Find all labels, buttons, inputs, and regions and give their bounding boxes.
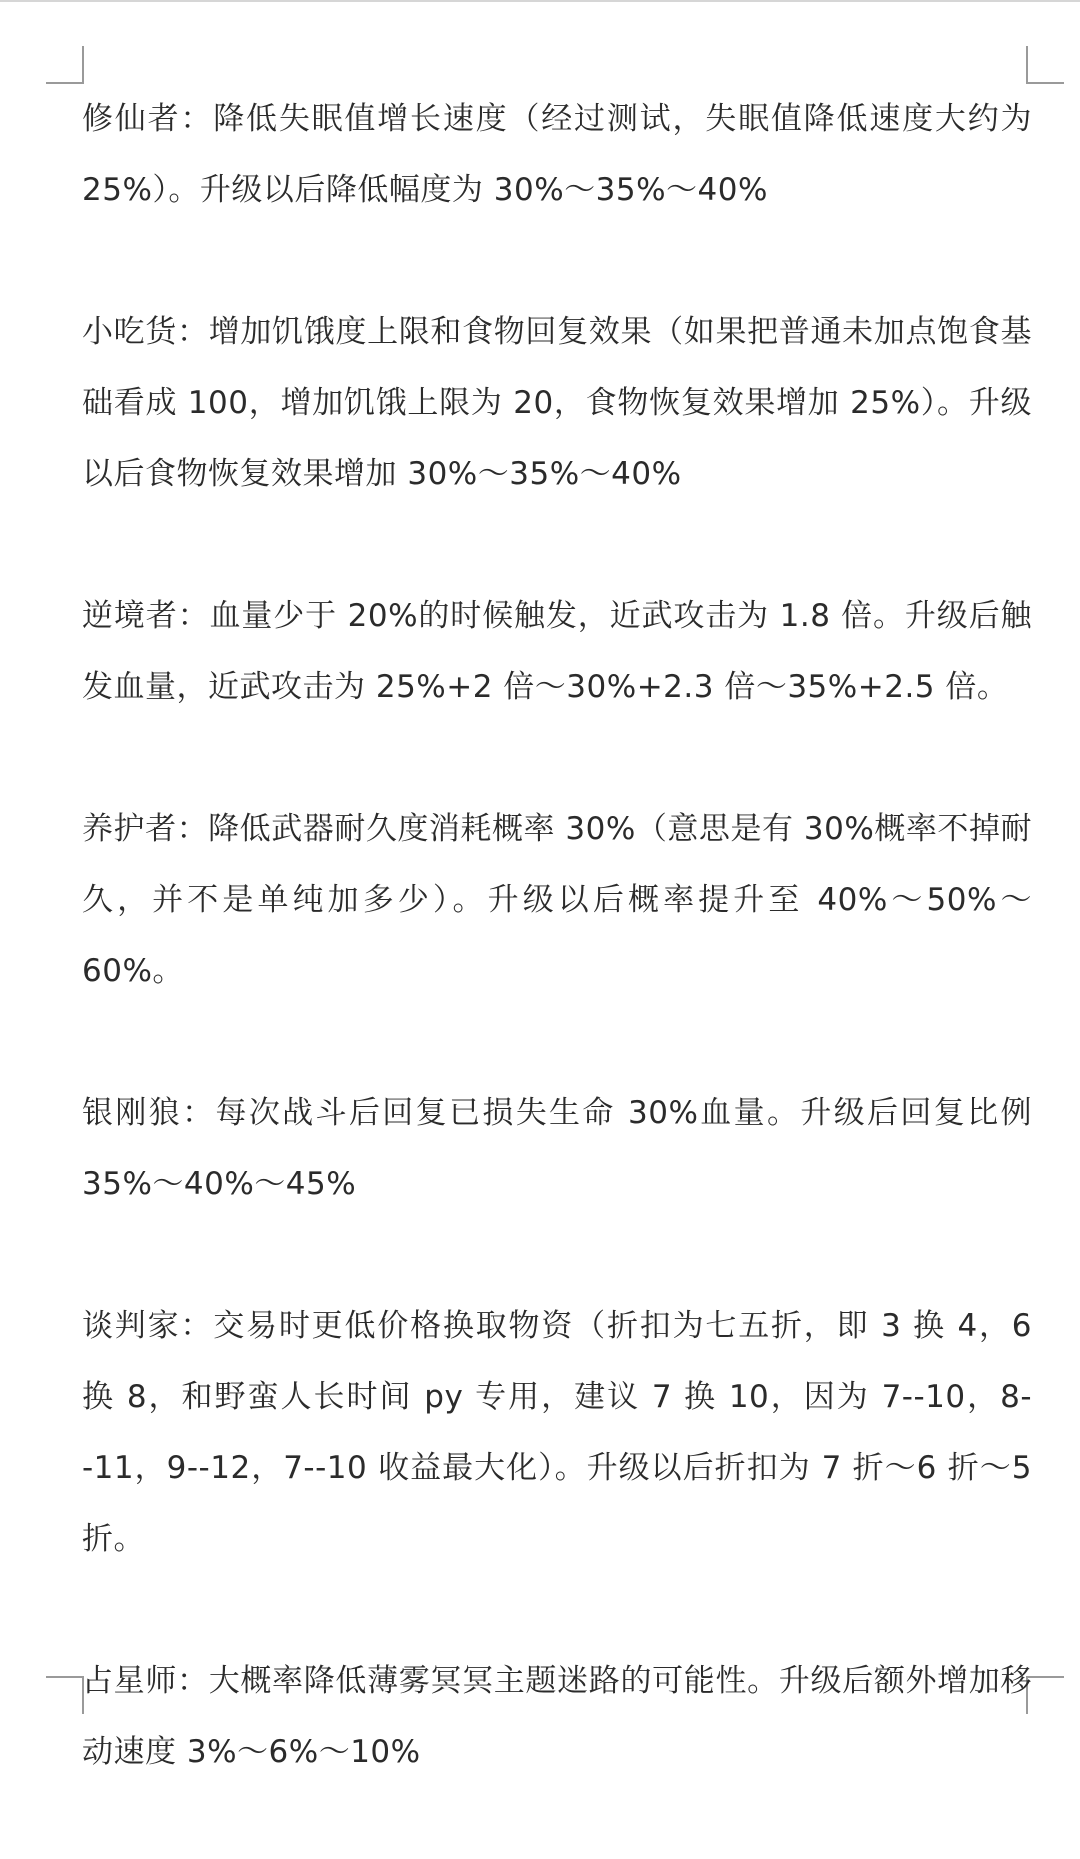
talent-description: 降低失眠值增长速度（经过测试，失眠值降低速度大约为 25%）。升级以后降低幅度为 30%～35%～40%	[82, 101, 1033, 208]
talent-name: 逆境者：	[82, 598, 210, 634]
talent-name: 占星师：	[82, 1663, 209, 1699]
paragraph-nijingzhe	[82, 581, 1032, 723]
talent-name: 银刚狼：	[82, 1095, 216, 1131]
paragraph-tanpanjia	[82, 1291, 1032, 1575]
crop-mark-bottom-left	[46, 1676, 84, 1714]
paragraph-zhanxingshi	[82, 1646, 1032, 1788]
talent-description: 每次战斗后回复已损失生命 30%血量。升级后回复比例 35%～40%～45%	[82, 1095, 1032, 1202]
talent-name: 小吃货：	[82, 314, 209, 350]
paragraph-xiuxianzhe	[82, 84, 1032, 226]
talent-name: 养护者：	[82, 811, 209, 847]
paragraph-xiaochihuo	[82, 297, 1032, 510]
crop-mark-top-right	[1026, 46, 1064, 84]
talent-description: 增加饥饿度上限和食物回复效果（如果把普通未加点饱食基础看成 100，增加饥饿上限为 20，食物恢复效果增加 25%）。升级以后食物恢复效果增加 30%～35%～40%	[82, 314, 1033, 492]
top-divider	[0, 0, 1080, 2]
document-body	[82, 84, 1032, 1859]
paragraph-yingganglang	[82, 1078, 1032, 1220]
crop-mark-top-left	[46, 46, 84, 84]
talent-description: 血量少于 20%的时候触发，近武攻击为 1.8 倍。升级后触发血量，近武攻击为 25%+2 倍～30%+2.3 倍～35%+2.5 倍。	[82, 598, 1033, 705]
talent-description: 大概率降低薄雾冥冥主题迷路的可能性。升级后额外增加移动速度 3%～6%～10%	[82, 1663, 1033, 1770]
talent-name: 修仙者：	[82, 101, 214, 137]
paragraph-yanghuzhe	[82, 794, 1032, 1007]
talent-description: 交易时更低价格换取物资（折扣为七五折，即 3 换 4，6 换 8，和野蛮人长时间 py 专用，建议 7 换 10，因为 7--10，8--11，9--12，7--10 收益最大化）。升级以后折扣为 7 折～6 折～5 折。	[82, 1308, 1033, 1557]
talent-name: 谈判家：	[82, 1308, 214, 1344]
talent-description: 降低武器耐久度消耗概率 30%（意思是有 30%概率不掉耐久，并不是单纯加多少）。升级以后概率提升至 40%～50%～60%。	[82, 811, 1032, 989]
